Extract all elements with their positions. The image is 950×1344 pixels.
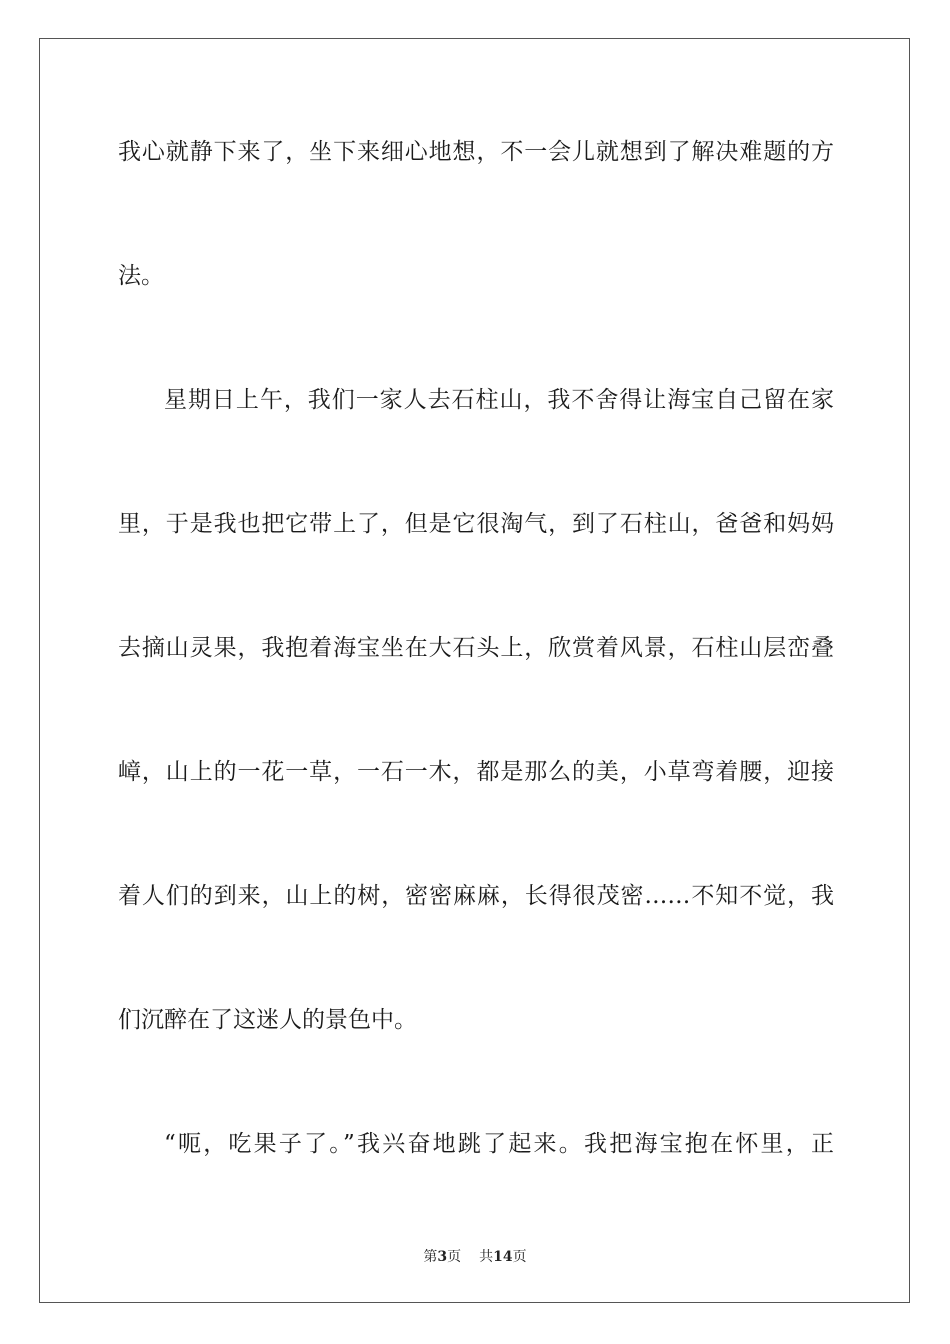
text-line-1: 我心就静下来了，坐下来细心地想，不一会儿就想到了解决难题的方 (118, 139, 834, 165)
text-line-4: 里，于是我也把它带上了，但是它很淘气，到了石柱山，爸爸和妈妈 (118, 511, 834, 537)
footer-page-prefix: 第 (423, 1249, 438, 1265)
footer-page-suffix: 页 (447, 1249, 462, 1265)
text-line-6: 嶂，山上的一花一草，一石一木，都是那么的美，小草弯着腰，迎接 (118, 759, 834, 785)
text-line-8: 们沉醉在了这迷人的景色中。 (118, 1007, 417, 1033)
page-border (39, 38, 910, 1303)
footer-total-number: 14 (493, 1249, 513, 1265)
text-line-3: 星期日上午，我们一家人去石柱山，我不舍得让海宝自己留在家 (164, 387, 834, 413)
footer-total-prefix: 共 (479, 1249, 494, 1265)
text-line-7: 着人们的到来，山上的树，密密麻麻，长得很茂密……不知不觉，我 (118, 883, 834, 909)
page-footer (0, 1248, 950, 1266)
footer-page-number: 3 (437, 1249, 448, 1265)
footer-total-suffix: 页 (512, 1249, 527, 1265)
text-line-9: “呃，吃果子了。”我兴奋地跳了起来。我把海宝抱在怀里，正 (164, 1131, 834, 1157)
text-line-2: 法。 (118, 263, 164, 289)
text-line-5: 去摘山灵果，我抱着海宝坐在大石头上，欣赏着风景，石柱山层峦叠 (118, 635, 834, 661)
